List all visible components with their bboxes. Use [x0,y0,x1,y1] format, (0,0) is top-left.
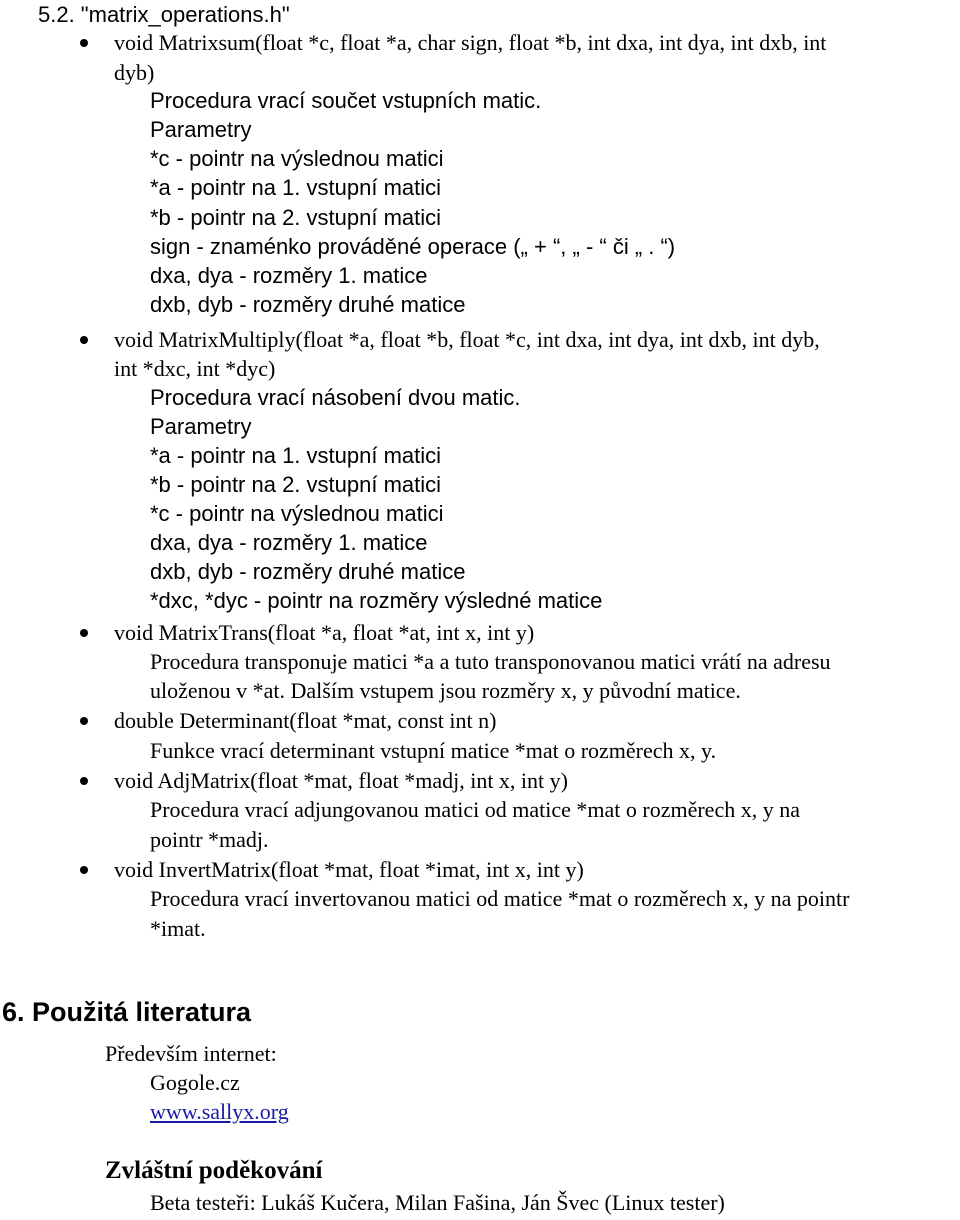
acknowledgements-text: Beta testeři: Lukáš Kučera, Milan Fašina, Ján Švec (Linux tester) [150,1190,725,1215]
function-description: Procedura vrací násobení dvou matic. [150,385,521,410]
function-description: Funkce vrací determinant vstupní matice *mat o rozměrech x, y. [150,738,717,763]
function-signature-invertmatrix: void InvertMatrix(float *mat, float *imat, int x, int y) [114,857,584,882]
function-description: Procedura vrací invertovanou matici od matice *mat o rozměrech x, y na pointr [150,886,850,911]
function-signature-matrixmultiply-cont: int *dxc, int *dyc) [114,356,276,381]
function-description: Procedura transponuje matici *a a tuto transponovanou matici vrátí na adresu [150,649,831,674]
section-heading-6: 6. Použitá literatura [2,997,252,1027]
parameter-item: dxb, dyb - rozměry druhé matice [150,292,466,317]
source-item: Gogole.cz [150,1070,240,1095]
sources-intro: Především internet: [105,1041,277,1066]
parameter-item: dxa, dya - rozměry 1. matice [150,530,428,555]
bullet-icon [80,866,88,874]
function-description: *imat. [150,916,206,941]
parameter-item: *c - pointr na výslednou matici [150,501,444,526]
function-signature-matrixmultiply: void MatrixMultiply(float *a, float *b, float *c, int dxa, int dya, int dxb, int dyb, [114,327,820,352]
parameter-item: *dxc, *dyc - pointr na rozměry výsledné matice [150,588,603,613]
function-description: pointr *madj. [150,827,269,852]
parameter-item: dxa, dya - rozměry 1. matice [150,263,428,288]
parameters-label: Parametry [150,117,252,142]
bullet-icon [80,777,88,785]
function-description: Procedura vrací adjungovanou matici od matice *mat o rozměrech x, y na [150,797,800,822]
function-signature-adjmatrix: void AdjMatrix(float *mat, float *madj, int x, int y) [114,768,568,793]
parameter-item: dxb, dyb - rozměry druhé matice [150,559,466,584]
bullet-icon [80,717,88,725]
bullet-icon [80,336,88,344]
parameter-item: *a - pointr na 1. vstupní matici [150,443,442,468]
function-signature-matrixsum: void Matrixsum(float *c, float *a, char sign, float *b, int dxa, int dya, int dxb, int [114,30,827,55]
function-signature-matrixsum-cont: dyb) [114,60,155,85]
function-description: Procedura vrací součet vstupních matic. [150,88,542,113]
parameter-item: *c - pointr na výslednou matici [150,146,444,171]
parameter-item: *b - pointr na 2. vstupní matici [150,472,442,497]
section-heading-5-2: 5.2. "matrix_operations.h" [38,2,290,27]
bullet-icon [80,629,88,637]
parameter-item: sign - znaménko prováděné operace („ + “, „ - “ či „ . “) [150,234,676,259]
bullet-icon [80,39,88,47]
parameter-item: *b - pointr na 2. vstupní matici [150,205,442,230]
parameter-item: *a - pointr na 1. vstupní matici [150,175,442,200]
function-description: uloženou v *at. Dalším vstupem jsou rozměry x, y původní matice. [150,678,741,703]
parameters-label: Parametry [150,414,252,439]
source-link[interactable]: www.sallyx.org [150,1099,289,1124]
function-signature-matrixtrans: void MatrixTrans(float *a, float *at, int x, int y) [114,620,535,645]
function-signature-determinant: double Determinant(float *mat, const int n) [114,708,497,733]
acknowledgements-heading: Zvláštní poděkování [105,1157,323,1184]
